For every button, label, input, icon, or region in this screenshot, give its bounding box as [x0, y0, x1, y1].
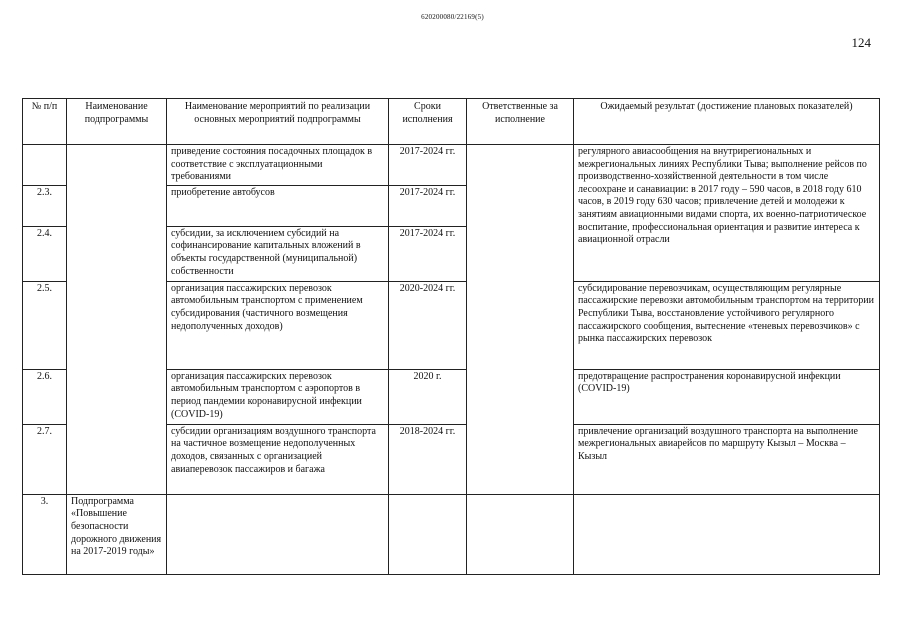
- page-number: 124: [851, 35, 871, 50]
- row-num: 2.7.: [23, 424, 67, 494]
- activities-table: [22, 98, 880, 575]
- subprogram-cell: [67, 145, 167, 495]
- term-cell: 2018-2024 гг.: [389, 424, 467, 494]
- result-cell: регулярного авиасообщения на внутрирегиональных и межрегиональных линиях Республики Тыва; выполнение рейсов по производственно-хозяйственной деятельности в том числе лесоохране и санавиации: в 2017 году – 590 часов, в 2018 году 610 часов, в 2019 году 630 часов; привлечение детей и молодежи к занятиям авиационными видами спорта, их военно-патриотическое воспитание, профессиональная ориентация и развитие интереса к авиационной отрасли: [574, 145, 880, 282]
- row-num: 2.5.: [23, 281, 67, 369]
- activity-cell: организация пассажирских перевозок автомобильным транспортом с аэропортов в период пандемии коронавирусной инфекции (COVID-19): [167, 369, 389, 424]
- row-num: 3.: [23, 494, 67, 574]
- header-activity: Наименование мероприятий по реализации основных мероприятий подпрограммы: [167, 99, 389, 145]
- result-cell: субсидирование перевозчикам, осуществляющим регулярные пассажирские перевозки автомобильным транспортом на территории Республики Тыва, восстановление устойчивого регулярного пассажирского сообщения, вытеснение «теневых перевозчиков» с рынка пассажирских перевозок: [574, 281, 880, 369]
- row-num: 2.6.: [23, 369, 67, 424]
- row-num: 2.4.: [23, 226, 67, 281]
- result-cell: [574, 494, 880, 574]
- result-cell: привлечение организаций воздушного транспорта на выполнение межрегиональных авиарейсов по маршруту Кызыл – Москва – Кызыл: [574, 424, 880, 494]
- header-term: Сроки исполнения: [389, 99, 467, 145]
- header-result: Ожидаемый результат (достижение плановых показателей): [574, 99, 880, 145]
- table-row: [23, 145, 880, 186]
- table-header-row: [23, 99, 880, 145]
- row-num: 2.3.: [23, 185, 67, 226]
- header-responsible: Ответственные за исполнение: [467, 99, 574, 145]
- activity-cell: приведение состояния посадочных площадок в соответствие с эксплуатационными требованиями: [167, 145, 389, 186]
- term-cell: 2017-2024 гг.: [389, 185, 467, 226]
- document-id: 620200080/22169(5): [421, 13, 484, 21]
- header-num: № п/п: [23, 99, 67, 145]
- activity-cell: [167, 494, 389, 574]
- header-subprogram: Наименование подпрограммы: [67, 99, 167, 145]
- row-num: [23, 145, 67, 186]
- responsible-cell: [467, 145, 574, 495]
- activity-cell: приобретение автобусов: [167, 185, 389, 226]
- term-cell: 2020 г.: [389, 369, 467, 424]
- activity-cell: организация пассажирских перевозок автомобильным транспортом с применением субсидирования (частичного возмещения недополученных доходов): [167, 281, 389, 369]
- activity-cell: субсидии, за исключением субсидий на софинансирование капитальных вложений в объекты государственной (муниципальной) собственности: [167, 226, 389, 281]
- table-row: [23, 494, 880, 574]
- term-cell: 2017-2024 гг.: [389, 145, 467, 186]
- result-cell: предотвращение распространения коронавирусной инфекции (COVID-19): [574, 369, 880, 424]
- term-cell: [389, 494, 467, 574]
- activity-cell: субсидии организациям воздушного транспорта на частичное возмещение недополученных доходов, связанных с организацией авиаперевозок пассажиров и багажа: [167, 424, 389, 494]
- subprogram-cell: Подпрограмма «Повышение безопасности дорожного движения на 2017-2019 годы»: [67, 494, 167, 574]
- responsible-cell: [467, 494, 574, 574]
- term-cell: 2020-2024 гг.: [389, 281, 467, 369]
- term-cell: 2017-2024 гг.: [389, 226, 467, 281]
